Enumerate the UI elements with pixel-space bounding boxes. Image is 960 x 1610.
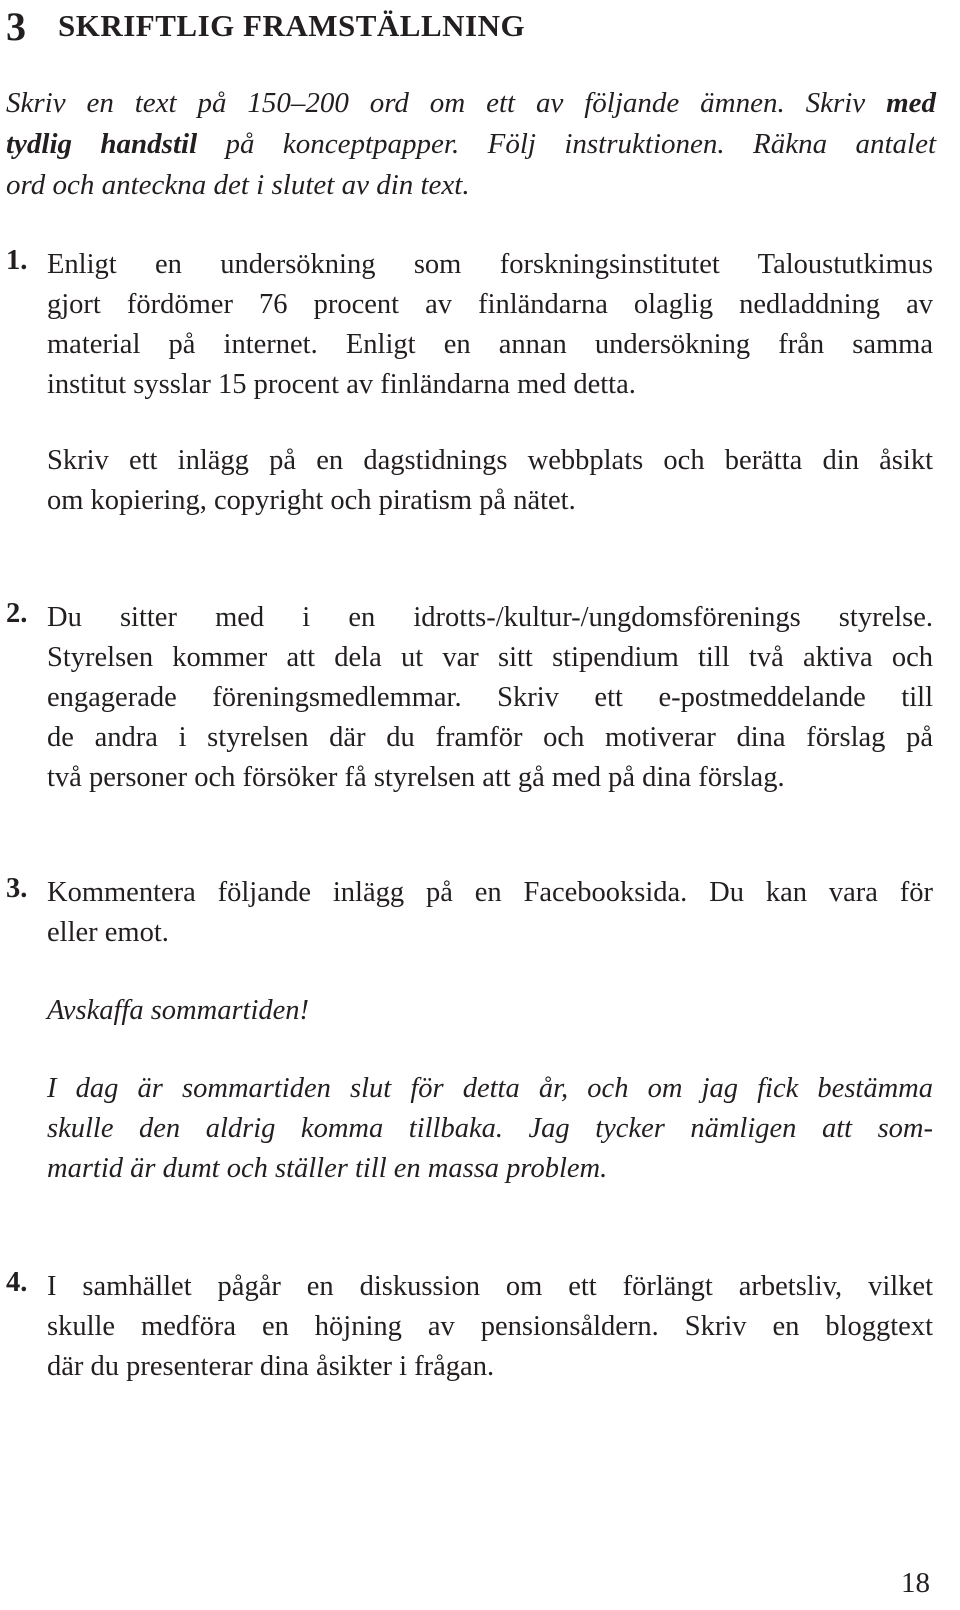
- text-line: institut sysslar 15 procent av finländarna med detta.: [47, 369, 636, 400]
- text-line: eller emot.: [47, 917, 169, 948]
- text-line: Enligt en undersökning som forskningsinstitutet Taloustutkimus: [47, 249, 933, 280]
- text-line: Du sitter med i en idrotts-/kultur-/ungdomsförenings styrelse.: [47, 602, 933, 633]
- section-number: 3: [6, 3, 26, 49]
- item-1-task: [47, 441, 933, 521]
- instructions: [6, 83, 936, 206]
- section-title: SKRIFTLIG FRAMSTÄLLNING: [58, 8, 526, 43]
- text-line: I samhället pågår en diskussion om ett förlängt arbetsliv, vilket: [47, 1271, 933, 1302]
- text-line: de andra i styrelsen där du framför och motiverar dina förslag på: [47, 722, 933, 753]
- text-line: där du presenterar dina åsikter i frågan.: [47, 1351, 495, 1382]
- text-line: I dag är sommartiden slut för detta år, och om jag fick bestämma: [47, 1073, 933, 1104]
- page-number: 18: [901, 1567, 930, 1599]
- text-line: material på internet. Enligt en annan undersökning från samma: [47, 329, 933, 360]
- item-3-number: 3.: [6, 873, 28, 904]
- intro-line-3: ord och anteckna det i slutet av din text.: [6, 169, 470, 201]
- text-line: gjort fördömer 76 procent av finländarna olaglig nedladdning av: [47, 289, 933, 320]
- text-line: skulle den aldrig komma tillbaka. Jag tycker nämligen att som-: [47, 1113, 933, 1144]
- text-line: Skriv ett inlägg på en dagstidnings webbplats och berätta din åsikt: [47, 445, 933, 476]
- text-line: martid är dumt och ställer till en massa problem.: [47, 1153, 608, 1184]
- quote-text: [47, 1069, 933, 1189]
- quote-title: Avskaffa sommartiden!: [47, 995, 310, 1026]
- text-line: Kommentera följande inlägg på en Facebooksida. Du kan vara för: [47, 877, 933, 908]
- intro-bold-1: med: [886, 87, 936, 119]
- intro-bold-2: tydlig handstil: [6, 128, 198, 160]
- text-line: skulle medföra en höjning av pensionsåldern. Skriv en bloggtext: [47, 1311, 933, 1342]
- item-3-text: [47, 873, 933, 953]
- text-line: Styrelsen kommer att dela ut var sitt stipendium till två aktiva och: [47, 642, 933, 673]
- intro-line-1: Skriv en text på 150–200 ord om ett av följande ämnen. Skriv: [6, 87, 866, 119]
- intro-line-2: på konceptpapper. Följ instruktionen. Räkna antalet: [225, 128, 936, 160]
- text-line: om kopiering, copyright och piratism på nätet.: [47, 485, 576, 516]
- item-4-text: [47, 1267, 933, 1387]
- text-line: två personer och försöker få styrelsen att gå med på dina förslag.: [47, 762, 785, 793]
- item-4-number: 4.: [6, 1267, 28, 1298]
- text-line: engagerade föreningsmedlemmar. Skriv ett e-postmeddelande till: [47, 682, 933, 713]
- item-1-text: [47, 245, 933, 405]
- item-2-number: 2.: [6, 598, 28, 629]
- item-2-text: [47, 598, 933, 798]
- item-1-number: 1.: [6, 245, 28, 276]
- section-heading: [0, 0, 525, 52]
